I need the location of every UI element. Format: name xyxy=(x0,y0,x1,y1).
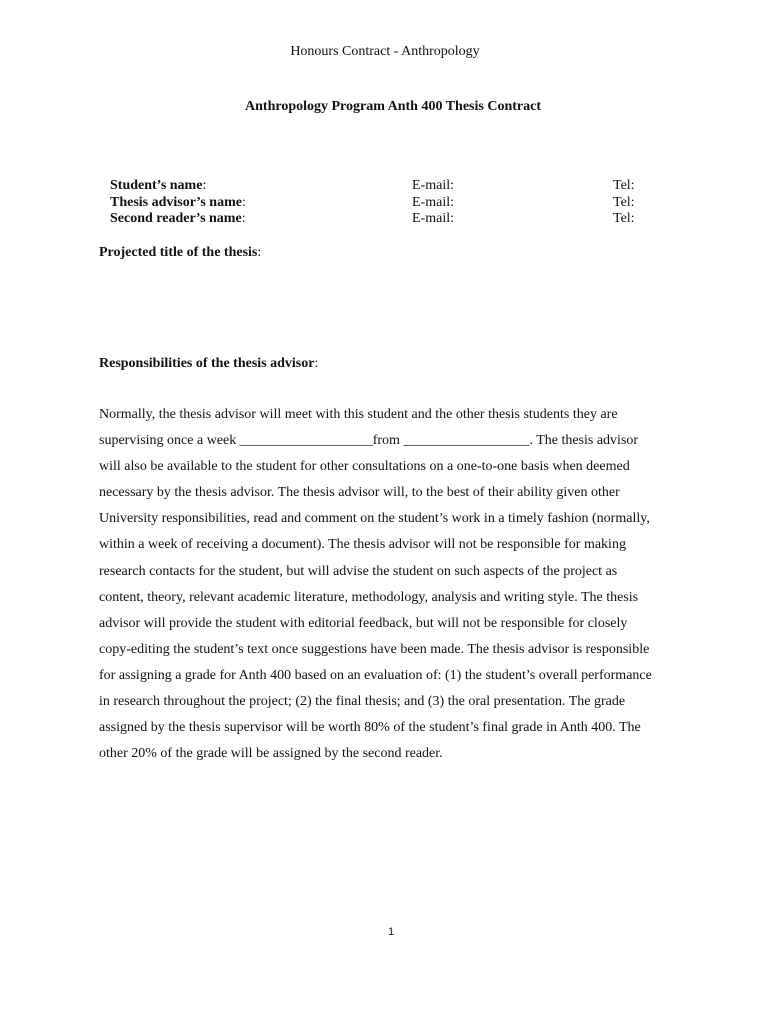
running-header: Honours Contract - Anthropology xyxy=(290,44,480,59)
student-tel-label: Tel: xyxy=(613,178,635,193)
paragraph-line: necessary by the thesis advisor. The thesis advisor will, to the best of their ability given other xyxy=(99,485,620,501)
advisor-name-label: Thesis advisor’s name: xyxy=(110,194,246,210)
paragraph-line: in research throughout the project; (2) the final thesis; and (3) the oral presentation. The grade xyxy=(99,694,626,710)
paragraph-line: advisor will provide the student with editorial feedback, but will not be responsible for closely xyxy=(99,615,628,631)
responsibilities-paragraph xyxy=(99,402,689,767)
contact-row-second-reader xyxy=(110,211,670,228)
contact-row-advisor xyxy=(110,195,670,212)
paragraph-line: will also be available to the student for other consultations on a one-to-one basis when deemed xyxy=(99,459,630,475)
second-reader-email-label: E-mail: xyxy=(412,211,454,226)
paragraph-line: Normally, the thesis advisor will meet with this student and the other thesis students they are xyxy=(99,407,618,422)
paragraph-line: supervising once a week ___________________from __________________. The thesis advisor xyxy=(99,433,639,449)
second-reader-tel-label: Tel: xyxy=(613,211,635,226)
paragraph-line: research contacts for the student, but will advise the student on such aspects of the project as xyxy=(99,563,618,579)
paragraph-line: other 20% of the grade will be assigned by the second reader. xyxy=(99,746,443,762)
contact-row-student xyxy=(110,178,670,195)
second-reader-name-label: Second reader’s name: xyxy=(110,211,246,226)
document-title: Anthropology Program Anth 400 Thesis Contract xyxy=(245,99,541,114)
paragraph-line: content, theory, relevant academic literature, methodology, analysis and writing style. The thesis xyxy=(99,589,639,605)
student-name-label: Student’s name: xyxy=(110,178,207,193)
responsibilities-heading: Responsibilities of the thesis advisor: xyxy=(99,356,319,371)
advisor-email-label: E-mail: xyxy=(412,194,454,210)
paragraph-line: within a week of receiving a document). The thesis advisor will not be responsible for making xyxy=(99,537,626,553)
paragraph-line: assigned by the thesis supervisor will be worth 80% of the student’s final grade in Anth 400. The xyxy=(99,720,641,736)
page-number: 1 xyxy=(387,926,395,938)
projected-title-label: Projected title of the thesis: xyxy=(99,245,262,260)
paragraph-line: for assigning a grade for Anth 400 based on an evaluation of: (1) the student’s overall performance xyxy=(99,667,652,683)
paragraph-line: copy-editing the student’s text once suggestions have been made. The thesis advisor is responsible xyxy=(99,641,650,657)
advisor-tel-label: Tel: xyxy=(613,194,635,210)
paragraph-line: University responsibilities, read and comment on the student’s work in a timely fashion (normally, xyxy=(99,511,650,527)
contact-block xyxy=(110,178,670,228)
student-email-label: E-mail: xyxy=(412,178,454,193)
